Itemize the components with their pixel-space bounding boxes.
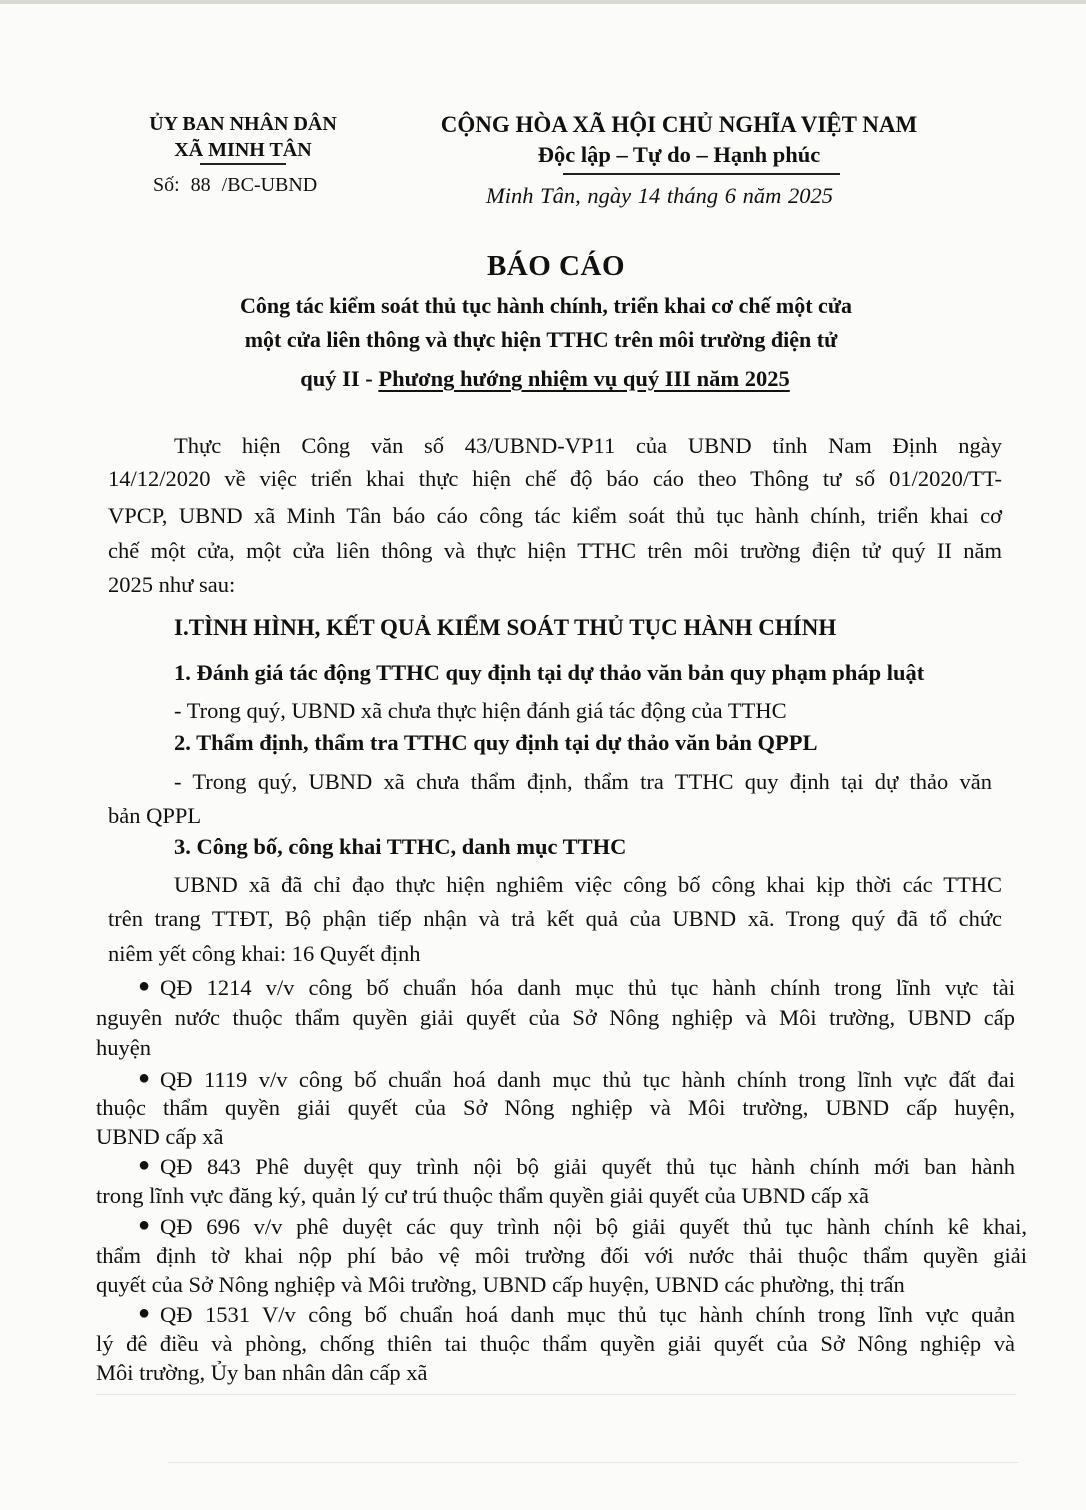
decision-5-line-3: Môi trường, Ủy ban nhân dân cấp xã [96, 1360, 428, 1385]
bullet-dot: ● [138, 1214, 151, 1236]
motto-underline [563, 173, 840, 175]
org-name-line1: ỦY BAN NHÂN DÂN [149, 113, 337, 135]
subsection-2-text-2: bản QPPL [108, 803, 202, 828]
decision-1-line-3: huyện [96, 1035, 151, 1060]
national-motto: Độc lập – Tự do – Hạnh phúc [537, 142, 821, 167]
subsection-1-text: - Trong quý, UBND xã chưa thực hiện đánh giá tác động của TTHC [174, 698, 787, 723]
decision-2-line-3: UBND cấp xã [96, 1124, 224, 1149]
subsection-2-heading: 2. Thẩm định, thẩm tra TTHC quy định tại dự thảo văn bản QPPL [174, 730, 818, 755]
decision-1-line-2: nguyên nước thuộc thẩm quyền giải quyết của Sở Nông nghiệp và Môi trường, UBND cấp [96, 1005, 1015, 1030]
bullet-dot: ● [138, 1154, 151, 1176]
intro-line-1: Thực hiện Công văn số 43/UBND-VP11 của UBND tỉnh Nam Định ngày [174, 433, 1002, 458]
bullet-dot: ● [138, 975, 151, 997]
subsection-3-text-3: niêm yết công khai: 16 Quyết định [108, 941, 421, 966]
subsection-3-text-2: trên trang TTĐT, Bộ phận tiếp nhận và trả kết quả của UBND xã. Trong quý đã tổ chức [108, 906, 1002, 931]
decision-4-line-1: QĐ 696 v/v phê duyệt các quy trình nội bộ giải quyết thủ tục hành chính kê khai, [160, 1214, 1027, 1239]
org-underline [200, 163, 286, 165]
bullet-dot: ● [138, 1067, 151, 1089]
intro-line-2: 14/12/2020 về việc triển khai thực hiện chế độ báo cáo theo Thông tư số 01/2020/TT- [108, 466, 1002, 491]
decision-1-line-1: QĐ 1214 v/v công bố chuẩn hóa danh mục thủ tục hành chính trong lĩnh vực tài [160, 975, 1015, 1000]
decision-4-line-2: thẩm định tờ khai nộp phí bảo vệ môi trường đối với nước thải thuộc thẩm quyền giải [96, 1243, 1027, 1268]
subtitle-line3-underlined: Phương hướng nhiệm vụ quý III năm 2025 [378, 366, 790, 391]
bullet-dot: ● [138, 1302, 151, 1324]
intro-line-5: 2025 như sau: [108, 572, 236, 597]
subsection-1-heading: 1. Đánh giá tác động TTHC quy định tại dự thảo văn bản quy phạm pháp luật [174, 660, 925, 685]
decision-4-line-3: quyết của Sở Nông nghiệp và Môi trường, UBND cấp huyện, UBND các phường, thị trấn [96, 1272, 905, 1297]
subtitle-line3-prefix: quý II - [300, 366, 379, 391]
national-title: CỘNG HÒA XÃ HỘI CHỦ NGHĨA VIỆT NAM [440, 112, 918, 137]
decision-2-line-1: QĐ 1119 v/v công bố chuẩn hoá danh mục thủ tục hành chính trong lĩnh vực đất đai [160, 1067, 1015, 1092]
document-number: Số: 88 /BC-UBND [153, 174, 318, 196]
intro-line-4: chế một cửa, một cửa liên thông và thực hiện TTHC trên môi trường điện tử quý II năm [108, 538, 1002, 563]
issuing-org [128, 112, 358, 162]
section-heading: I.TÌNH HÌNH, KẾT QUẢ KIỂM SOÁT THỦ TỤC HÀNH CHÍNH [174, 615, 837, 640]
page-divider [96, 1394, 1016, 1395]
org-name-line2: XÃ MINH TÂN [174, 139, 312, 161]
decision-3-line-2: trong lĩnh vực đăng ký, quản lý cư trú thuộc thẩm quyền giải quyết của UBND cấp xã [96, 1183, 869, 1208]
page-edge [0, 0, 1086, 4]
subsection-2-text-1: - Trong quý, UBND xã chưa thẩm định, thẩm tra TTHC quy định tại dự thảo văn [174, 769, 992, 794]
subtitle-line3 [0, 366, 1086, 392]
decision-2-line-2: thuộc thẩm quyền giải quyết của Sở Nông nghiệp và Môi trường, UBND cấp huyện, [96, 1095, 1015, 1120]
subtitle-line2: một cửa liên thông và thực hiện TTHC trên môi trường điện tử [244, 327, 838, 352]
decision-3-line-1: QĐ 843 Phê duyệt quy trình nội bộ giải quyết thủ tục hành chính mới ban hành [160, 1154, 1015, 1179]
decision-5-line-1: QĐ 1531 V/v công bố chuẩn hoá danh mục thủ tục hành chính trong lĩnh vực quản [160, 1302, 1015, 1327]
intro-line-3: VPCP, UBND xã Minh Tân báo cáo công tác kiểm soát thủ tục hành chính, triển khai cơ [108, 503, 1002, 528]
page-divider [168, 1462, 1018, 1463]
place-date: Minh Tân, ngày 14 tháng 6 năm 2025 [486, 183, 833, 208]
subsection-3-heading: 3. Công bố, công khai TTHC, danh mục TTHC [174, 834, 627, 859]
document-title: BÁO CÁO [486, 250, 626, 282]
decision-5-line-2: lý đê điều và phòng, chống thiên tai thuộc thẩm quyền giải quyết của Sở Nông nghiệp và [96, 1331, 1015, 1356]
subtitle-line1: Công tác kiểm soát thủ tục hành chính, triển khai cơ chế một cửa [239, 293, 853, 318]
subsection-3-text-1: UBND xã đã chỉ đạo thực hiện nghiêm việc công bố công khai kịp thời các TTHC [174, 872, 1002, 897]
